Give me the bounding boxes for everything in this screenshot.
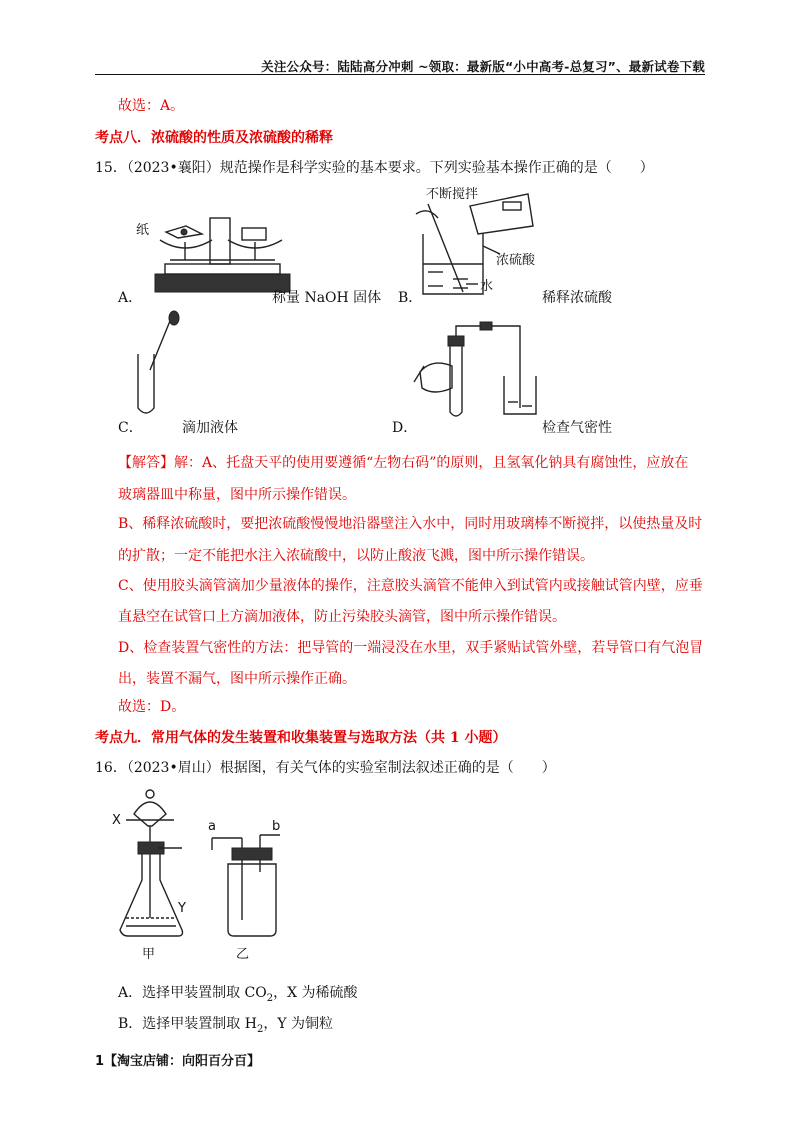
page-number: 1 bbox=[95, 1054, 105, 1069]
airtightness-figure bbox=[410, 322, 540, 422]
paper-label: 纸 bbox=[136, 223, 150, 238]
section-8-title: 考点八．浓硫酸的性质及浓硫酸的稀释 bbox=[95, 130, 333, 146]
page-footer bbox=[95, 1050, 260, 1069]
answer-line-5: C、使用胶头滴管滴加少量液体的操作，注意胶头滴管不能伸入到试管内或接触试管内壁，应垂 bbox=[118, 578, 703, 594]
dilution-figure bbox=[408, 184, 608, 304]
label-y: Y bbox=[178, 901, 186, 916]
label-x: X bbox=[112, 813, 121, 828]
q16-option-b: B．选择甲装置制取 $H_2$，Y 为铜粒 bbox=[118, 1016, 334, 1035]
option-d-caption: 检查气密性 bbox=[542, 420, 612, 436]
water-label: 水 bbox=[480, 279, 494, 294]
shop-label: 【淘宝店铺：向阳百分百】 bbox=[104, 1054, 261, 1069]
option-c-caption: 滴加液体 bbox=[182, 420, 238, 436]
question-15-stem: 15．（2023•襄阳）规范操作是科学实验的基本要求。下列实验基本操作正确的是（ ） bbox=[95, 160, 654, 176]
stir-label: 不断搅拌 bbox=[426, 187, 479, 202]
option-b-letter: B． bbox=[398, 290, 423, 306]
option-a-letter: A． bbox=[118, 290, 143, 306]
answer-line-4: 的扩散；一定不能把水注入浓硫酸中，以防止酸液飞溅，图中所示操作错误。 bbox=[118, 548, 594, 564]
label-a: a bbox=[208, 819, 216, 834]
answer-line-7: D、检查装置气密性的方法：把导管的一端浸没在水里，双手紧贴试管外壁，若导管口有气泡冒 bbox=[118, 640, 704, 656]
option-b-caption: 稀释浓硫酸 bbox=[542, 290, 612, 306]
question-16-stem: 16．（2023•眉山）根据图，有关气体的实验室制法叙述正确的是（ ） bbox=[95, 760, 556, 776]
label-jia: 甲 bbox=[142, 947, 156, 962]
q16-option-a: A．选择甲装置制取 $CO_2$，X 为稀硫酸 bbox=[118, 985, 358, 1004]
dropper-figure bbox=[126, 312, 186, 417]
header-divider bbox=[95, 74, 705, 75]
label-b: b bbox=[272, 819, 281, 834]
option-a-caption: 称量 NaOH 固体 bbox=[272, 290, 382, 306]
answer-line-1: 【解答】解：A、托盘天平的使用要遵循“左物右码”的原则，且氢氧化钠具有腐蚀性，应放在 bbox=[118, 455, 689, 471]
answer-line-6: 直悬空在试管口上方滴加液体，防止污染胶头滴管，图中所示操作错误。 bbox=[118, 609, 566, 625]
section-9-title: 考点九．常用气体的发生装置和收集装置与选取方法（共 1 小题） bbox=[95, 730, 507, 746]
previous-answer-conclusion: 故选：A。 bbox=[118, 98, 185, 114]
answer-line-8: 出，装置不漏气，图中所示操作正确。 bbox=[118, 671, 356, 687]
label-yi: 乙 bbox=[236, 947, 250, 962]
answer-conclusion: 故选：D。 bbox=[118, 699, 186, 715]
page-header: 关注公众号：陆陆高分冲刺 ~领取：最新版“小中高考-总复习”、最新试卷下载 bbox=[261, 59, 705, 74]
option-c-letter: C． bbox=[118, 420, 143, 436]
balance-figure bbox=[136, 208, 300, 298]
gas-apparatus-figure bbox=[112, 780, 312, 965]
answer-line-2: 玻璃器皿中称量，图中所示操作错误。 bbox=[118, 487, 356, 503]
answer-line-3: B、稀释浓硫酸时，要把浓硫酸慢慢地沿器壁注入水中，同时用玻璃棒不断搅拌，以使热量及时 bbox=[118, 516, 703, 532]
option-d-letter: D． bbox=[392, 420, 418, 436]
conc-acid-label: 浓硫酸 bbox=[496, 253, 536, 268]
